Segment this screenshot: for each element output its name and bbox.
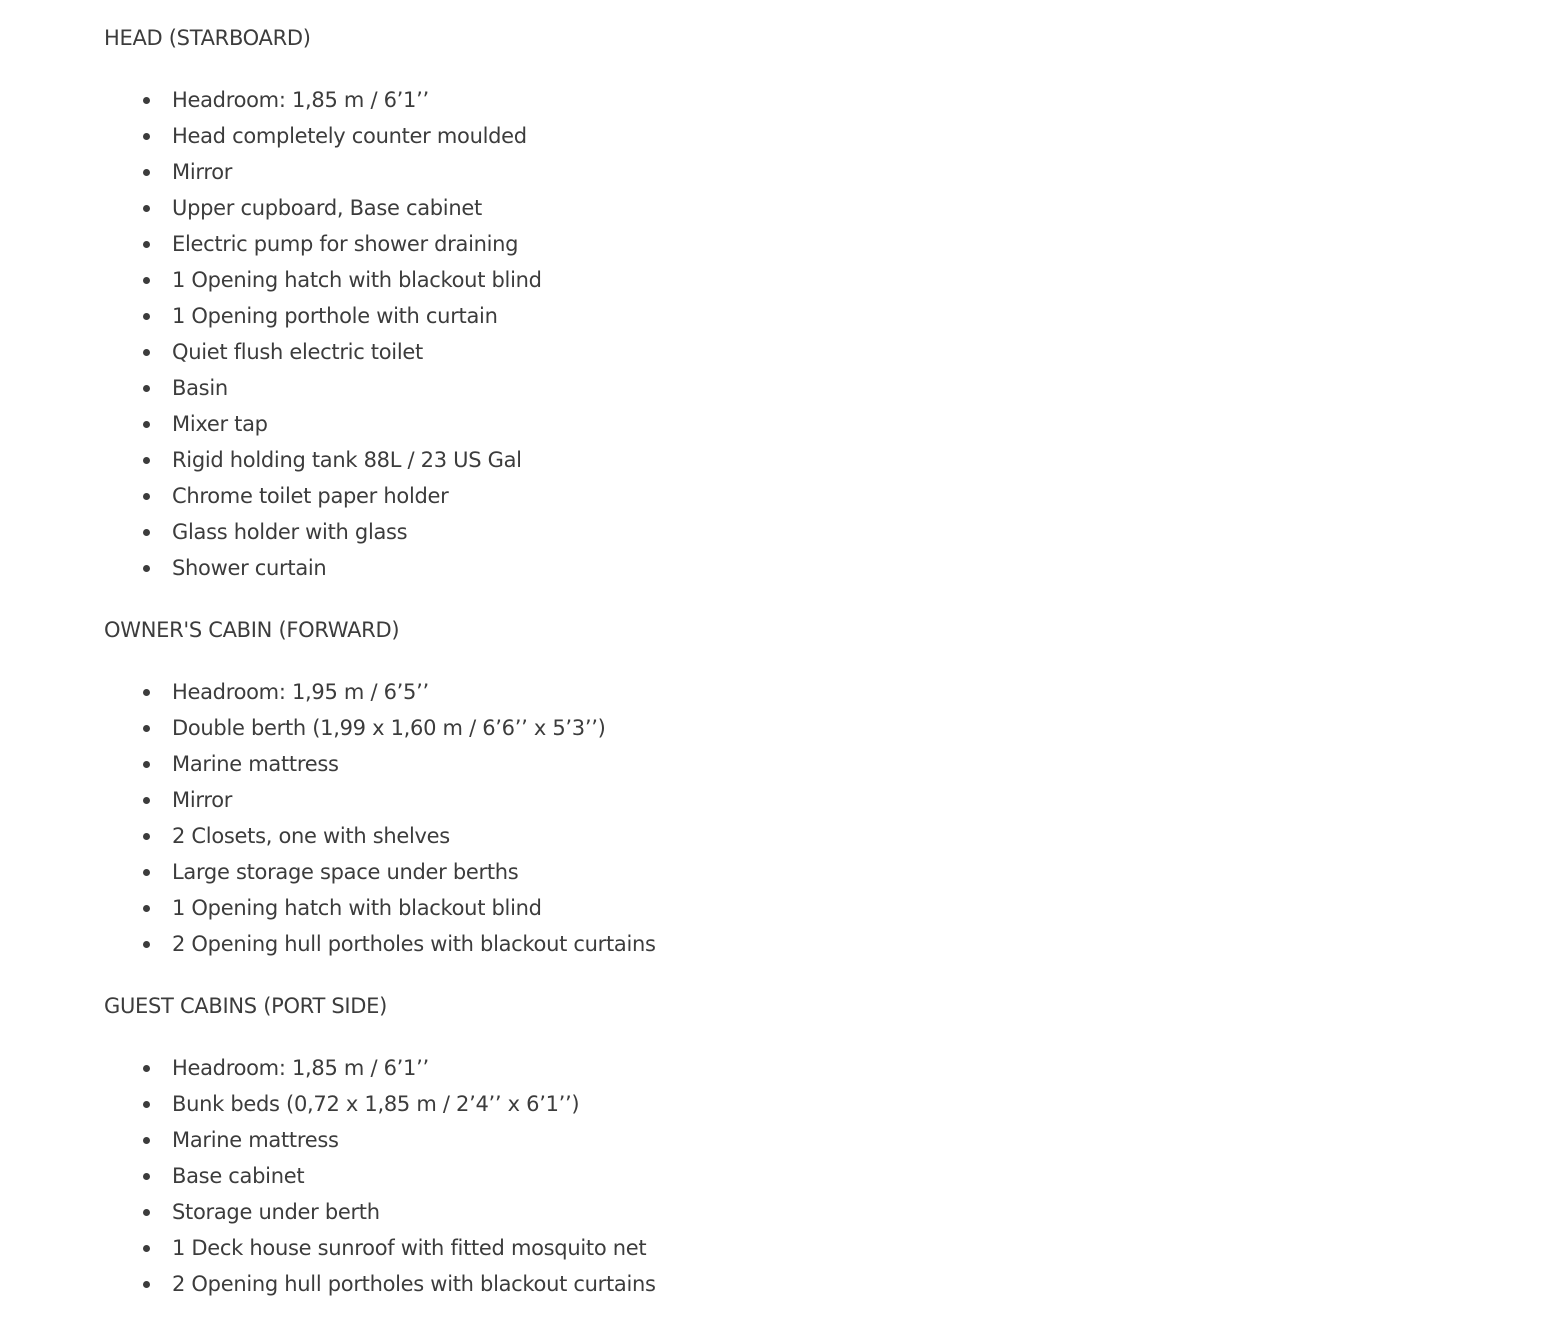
bullet-icon <box>143 1137 150 1144</box>
list-item: 2 Opening hull portholes with blackout curtains <box>104 1266 1504 1302</box>
bullet-icon <box>143 689 150 696</box>
list-item: Headroom: 1,95 m / 6’5’’ <box>104 674 1504 710</box>
list-item: Quiet flush electric toilet <box>104 334 1504 370</box>
bullet-icon <box>143 761 150 768</box>
bullet-icon <box>143 277 150 284</box>
list-item: Mirror <box>104 154 1504 190</box>
list-item: Marine mattress <box>104 746 1504 782</box>
section-heading-guest-cabins: GUEST CABINS (PORT SIDE) <box>104 994 387 1018</box>
bullet-icon <box>143 493 150 500</box>
list-item: Base cabinet <box>104 1158 1504 1194</box>
bullet-icon <box>143 725 150 732</box>
bullet-icon <box>143 869 150 876</box>
list-item: Mixer tap <box>104 406 1504 442</box>
bullet-icon <box>143 1209 150 1216</box>
list-item: Basin <box>104 370 1504 406</box>
spec-document <box>104 22 1504 1330</box>
bullet-icon <box>143 941 150 948</box>
list-item: Headroom: 1,85 m / 6’1’’ <box>104 1050 1504 1086</box>
list-item: 2 Closets, one with shelves <box>104 818 1504 854</box>
bullet-icon <box>143 457 150 464</box>
spec-list-owners-cabin <box>104 674 1504 962</box>
bullet-icon <box>143 349 150 356</box>
list-item: Glass holder with glass <box>104 514 1504 550</box>
bullet-icon <box>143 1173 150 1180</box>
list-item: Upper cupboard, Base cabinet <box>104 190 1504 226</box>
list-item: Large storage space under berths <box>104 854 1504 890</box>
bullet-icon <box>143 385 150 392</box>
list-item: 2 Opening hull portholes with blackout curtains <box>104 926 1504 962</box>
section-heading-owners-cabin: OWNER'S CABIN (FORWARD) <box>104 618 400 642</box>
bullet-icon <box>143 1101 150 1108</box>
bullet-icon <box>143 905 150 912</box>
bullet-icon <box>143 133 150 140</box>
bullet-icon <box>143 565 150 572</box>
list-item: Double berth (1,99 x 1,60 m / 6’6’’ x 5’3’’) <box>104 710 1504 746</box>
list-item: Chrome toilet paper holder <box>104 478 1504 514</box>
spec-list-head-starboard <box>104 82 1504 586</box>
bullet-icon <box>143 529 150 536</box>
list-item: 1 Opening porthole with curtain <box>104 298 1504 334</box>
list-item: 1 Deck house sunroof with fitted mosquito net <box>104 1230 1504 1266</box>
list-item: Headroom: 1,85 m / 6’1’’ <box>104 82 1504 118</box>
list-item: 1 Opening hatch with blackout blind <box>104 262 1504 298</box>
list-item: Storage under berth <box>104 1194 1504 1230</box>
spec-list-guest-cabins <box>104 1050 1504 1302</box>
bullet-icon <box>143 421 150 428</box>
bullet-icon <box>143 169 150 176</box>
bullet-icon <box>143 97 150 104</box>
list-item: 1 Opening hatch with blackout blind <box>104 890 1504 926</box>
list-item: Electric pump for shower draining <box>104 226 1504 262</box>
bullet-icon <box>143 1065 150 1072</box>
list-item: Mirror <box>104 782 1504 818</box>
bullet-icon <box>143 1245 150 1252</box>
bullet-icon <box>143 833 150 840</box>
list-item: Shower curtain <box>104 550 1504 586</box>
bullet-icon <box>143 797 150 804</box>
list-item: Head completely counter moulded <box>104 118 1504 154</box>
list-item: Rigid holding tank 88L / 23 US Gal <box>104 442 1504 478</box>
bullet-icon <box>143 205 150 212</box>
bullet-icon <box>143 241 150 248</box>
list-item: Bunk beds (0,72 x 1,85 m / 2’4’’ x 6’1’’) <box>104 1086 1504 1122</box>
section-heading-head-starboard: HEAD (STARBOARD) <box>104 26 311 50</box>
bullet-icon <box>143 313 150 320</box>
list-item: Marine mattress <box>104 1122 1504 1158</box>
bullet-icon <box>143 1281 150 1288</box>
